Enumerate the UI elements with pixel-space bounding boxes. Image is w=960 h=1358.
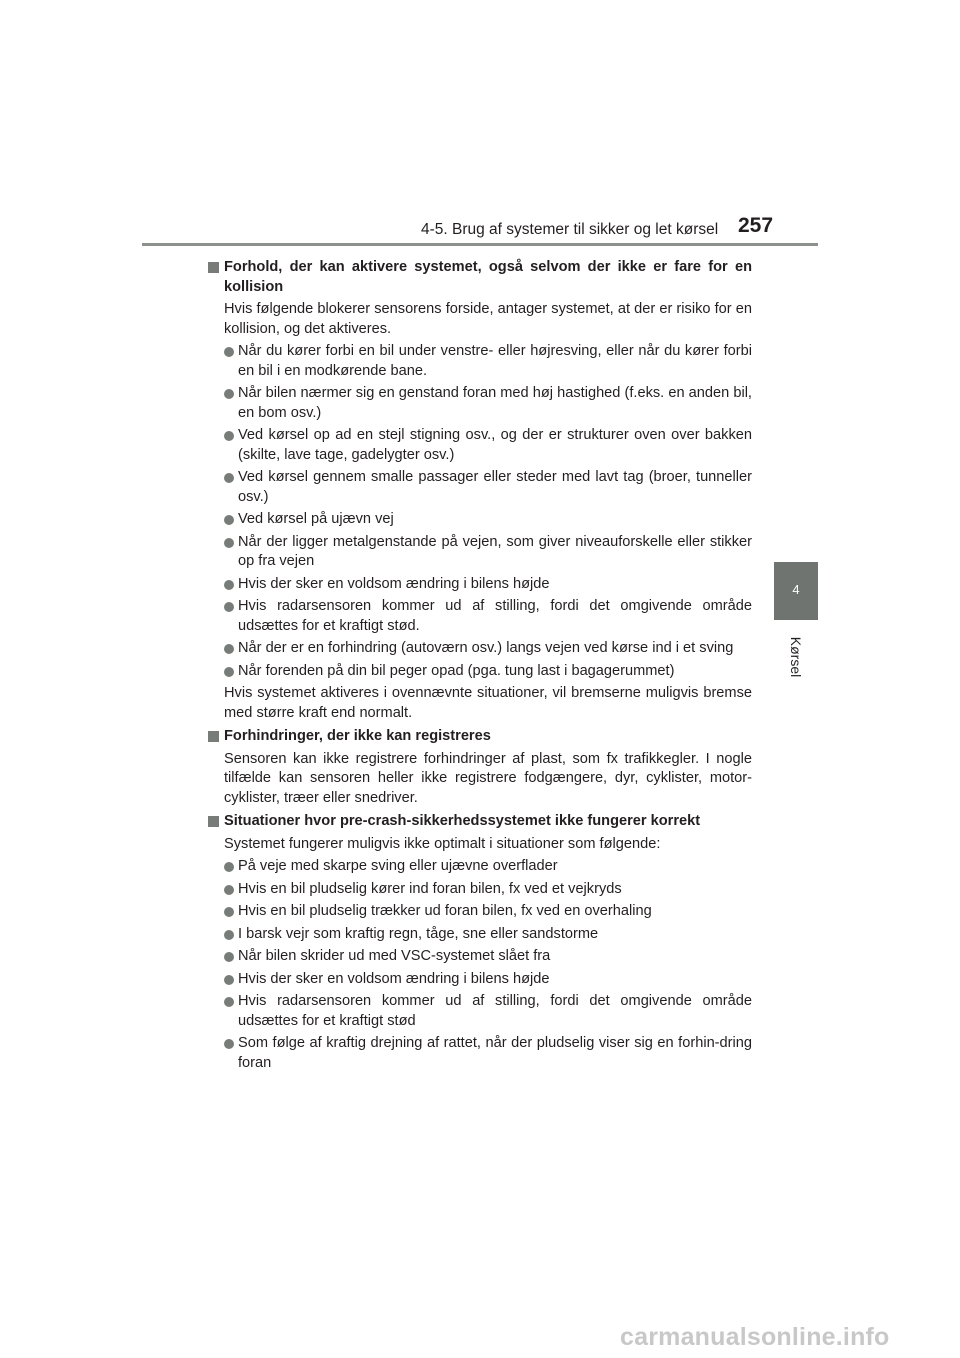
list-item-text: Når der ligger metalgenstande på vejen, som giver niveauforskelle eller stikker op fra vejen — [238, 533, 752, 569]
circle-bullet-icon — [224, 1039, 234, 1049]
list-item-text: Ved kørsel gennem smalle passager eller steder med lavt tag (broer, tunneller osv.) — [238, 469, 752, 505]
chapter-label-container — [784, 627, 808, 687]
list-item-text: Hvis der sker en voldsom ændring i bilens højde — [238, 970, 550, 987]
circle-bullet-icon — [224, 515, 234, 525]
circle-bullet-icon — [224, 602, 234, 612]
square-bullet-icon — [208, 731, 219, 742]
circle-bullet-icon — [224, 885, 234, 895]
chapter-label: Kørsel — [788, 636, 804, 678]
list-item — [208, 992, 752, 1031]
list-item-text: Hvis radarsensoren kommer ud af stilling, fordi det omgivende område udsættes for et kraftigt stød — [238, 993, 752, 1029]
circle-bullet-icon — [224, 473, 234, 483]
header-divider — [142, 243, 818, 246]
chapter-tab — [774, 562, 818, 620]
section-title: 4-5. Brug af systemer til sikker og let kørsel — [421, 221, 719, 238]
list-item — [208, 533, 752, 572]
watermark: carmanualsonline.info — [620, 1323, 890, 1351]
circle-bullet-icon — [224, 930, 234, 940]
circle-bullet-icon — [224, 538, 234, 548]
list-item-text: Når du kører forbi en bil under venstre- eller højresving, eller når du kører forbi en bil i en modkørende bane. — [238, 343, 752, 379]
circle-bullet-icon — [224, 431, 234, 441]
list-item-text: Hvis radarsensoren kommer ud af stilling, fordi det omgivende område udsættes for et kraftigt stød. — [238, 598, 752, 634]
section-heading — [208, 258, 752, 297]
list-item-text: Ved kørsel på ujævn vej — [238, 511, 394, 527]
list-item-text: Ved kørsel op ad en stejl stigning osv., og der er strukturer oven over bakken (skilte, lave tage, gadelygter osv.) — [238, 427, 752, 463]
square-bullet-icon — [208, 816, 219, 827]
list-item — [208, 426, 752, 465]
circle-bullet-icon — [224, 644, 234, 654]
section-intro: Systemet fungerer muligvis ikke optimalt i situationer som følgende: — [224, 835, 661, 852]
list-item — [208, 925, 752, 945]
list-item — [208, 902, 752, 922]
list-item-text: Hvis der sker en voldsom ændring i bilens højde — [238, 575, 550, 592]
list-item-text: Når bilen skrider ud med VSC-systemet slået fra — [238, 948, 551, 964]
circle-bullet-icon — [224, 667, 234, 677]
section-outro: Hvis systemet aktiveres i ovennævnte situationer, vil bremserne muligvis bremse med større kraft end normalt. — [224, 685, 752, 721]
circle-bullet-icon — [224, 347, 234, 357]
list-item — [208, 342, 752, 381]
circle-bullet-icon — [224, 580, 234, 590]
list-item — [208, 662, 752, 682]
list-item-text: Hvis en bil pludselig trækker ud foran bilen, fx ved en overhaling — [238, 903, 652, 919]
page-header — [0, 0, 960, 250]
section-heading-text: Forhold, der kan aktivere systemet, også selvom der ikke er fare for en kollision — [224, 259, 752, 295]
circle-bullet-icon — [224, 862, 234, 872]
list-item — [208, 857, 752, 877]
list-item — [208, 468, 752, 507]
list-item — [208, 597, 752, 636]
section-heading-text: Forhindringer, der ikke kan registreres — [224, 728, 491, 744]
circle-bullet-icon — [224, 997, 234, 1007]
square-bullet-icon — [208, 262, 219, 273]
circle-bullet-icon — [224, 952, 234, 962]
list-item — [208, 947, 752, 967]
circle-bullet-icon — [224, 907, 234, 917]
section-intro: Sensoren kan ikke registrere forhindringer af plast, som fx trafikkegler. I nogle tilfælde kan sensoren heller ikke registrere fodgængere, dyr, cyklister, motor-cyklister, træer eller snedriver. — [224, 750, 752, 806]
list-item-text: Når der er en forhindring (autoværn osv.) langs vejen ved kørse ind i et sving — [238, 640, 734, 656]
circle-bullet-icon — [224, 975, 234, 985]
list-item-text: Som følge af kraftig drejning af rattet, når der pludselig viser sig en forhin-dring foran — [238, 1035, 752, 1071]
section-heading — [208, 812, 752, 832]
section-intro: Hvis følgende blokerer sensorens forside, antager systemet, at der er risiko for en kollision, og det aktiveres. — [224, 301, 752, 337]
list-item — [208, 575, 752, 595]
list-item-text: Når bilen nærmer sig en genstand foran med høj hastighed (f.eks. en anden bil, en bom osv.) — [238, 385, 752, 421]
page-content — [208, 254, 752, 1073]
list-item — [208, 880, 752, 900]
circle-bullet-icon — [224, 389, 234, 399]
list-item-text: Hvis en bil pludselig kører ind foran bilen, fx ved et vejkryds — [238, 880, 622, 897]
list-item-text: I barsk vejr som kraftig regn, tåge, sne eller sandstorme — [238, 925, 599, 942]
list-item — [208, 639, 752, 659]
section-heading-text: Situationer hvor pre-crash-sikkerhedssystemet ikke fungerer korrekt — [224, 813, 701, 829]
section-heading — [208, 727, 752, 747]
chapter-number: 4 — [792, 582, 800, 597]
page-number: 257 — [738, 214, 774, 237]
list-item — [208, 1034, 752, 1073]
list-item — [208, 384, 752, 423]
list-item — [208, 510, 752, 530]
list-item-text: På veje med skarpe sving eller ujævne overflader — [238, 858, 558, 874]
list-item — [208, 970, 752, 990]
list-item-text: Når forenden på din bil peger opad (pga. tung last i bagagerummet) — [238, 662, 675, 679]
